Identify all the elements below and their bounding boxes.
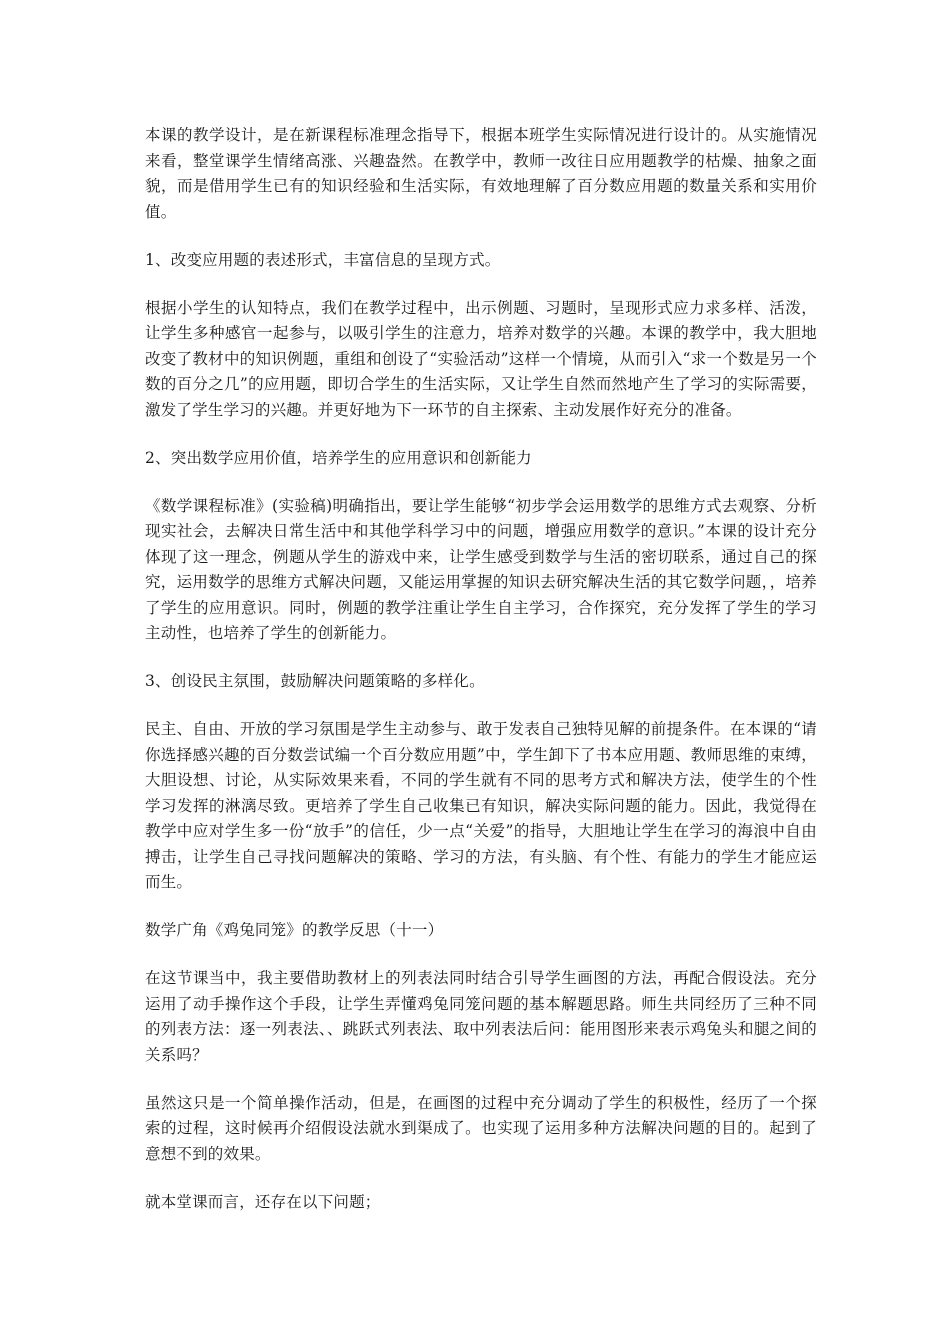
- section-1-paragraph: 根据小学生的认知特点，我们在教学过程中，出示例题、习题时，呈现形式应力求多样、活泼，让学生多种感官一起参与，以吸引学生的注意力，培养对数学的兴趣。本课的教学中，我大胆地改变了教材中的知识例题，重组和创设了“实验活动”这样一个情境，从而引入“求一个数是另一个数的百分之几”的应用题，即切合学生的生活实际，又让学生自然而然地产生了学习的实际需要，激发了学生学习的兴趣。并更好地为下一环节的自主探索、主动发展作好充分的准备。: [145, 298, 817, 419]
- section-heading-3: 3、创设民主氛围，鼓励解决问题策略的多样化。: [145, 672, 485, 690]
- section-heading-1: 1、改变应用题的表述形式，丰富信息的呈现方式。: [145, 250, 501, 269]
- reflection-paragraph-1: 在这节课当中，我主要借助教材上的列表法同时结合引导学生画图的方法，再配合假设法。充分运用了动手操作这个手段，让学生弄懂鸡兔同笼问题的基本解题思路。师生共同经历了三种不同的列表方法：逐一列表法、、跳跃式列表法、取中列表法后问：能用图形来表示鸡兔头和腿之间的关系吗？: [145, 969, 817, 1064]
- section-heading-2: 2、突出数学应用价值，培养学生的应用意识和创新能力: [145, 448, 532, 467]
- reflection-paragraph-3: 就本堂课而言，还存在以下问题；: [145, 1192, 381, 1211]
- section-3-paragraph: 民主、自由、开放的学习氛围是学生主动参与、敢于发表自己独特见解的前提条件。在本课的“请你选择感兴趣的百分数尝试编一个百分数应用题”中，学生卸下了书本应用题、教师思维的束缚，大胆设想、讨论，从实际效果来看，不同的学生就有不同的思考方式和解决方法，使学生的个性学习发挥的淋漓尽致。更培养了学生自己收集已有知识，解决实际问题的能力。因此，我觉得在教学中应对学生多一份“放手”的信任，少一点“关爱”的指导，大胆地让学生在学习的海浪中自由搏击，让学生自己寻找问题解决的策略、学习的方法，有头脑、有个性、有能力的学生才能应运而生。: [145, 720, 817, 891]
- document-body: [145, 123, 817, 1238]
- section-2-paragraph: 《数学课程标准》(实验稿)明确指出，要让学生能够“初步学会运用数学的思维方式去观察、分析现实社会，去解决日常生活中和其他学科学习中的问题，增强应用数学的意识。”本课的设计充分体现了这一理念，例题从学生的游戏中来，让学生感受到数学与生活的密切联系，通过自己的探究，运用数学的思维方式解决问题，又能运用掌握的知识去研究解决生活的其它数学问题，，培养了学生的应用意识。同时，例题的教学注重让学生自主学习，合作探究，充分发挥了学生的学习主动性，也培养了学生的创新能力。: [145, 496, 817, 642]
- reflection-paragraph-2: 虽然这只是一个简单操作活动，但是，在画图的过程中充分调动了学生的积极性，经历了一个探索的过程，这时候再介绍假设法就水到渠成了。也实现了运用多种方法解决问题的目的。起到了意想不到的效果。: [145, 1093, 817, 1163]
- article-title: 数学广角《鸡兔同笼》的教学反思（十一）: [145, 921, 444, 939]
- intro-paragraph: 本课的教学设计，是在新课程标准理念指导下，根据本班学生实际情况进行设计的。从实施情况来看，整堂课学生情绪高涨、兴趣盎然。在教学中，教师一改往日应用题教学的枯燥、抽象之面貌，而是借用学生已有的知识经验和生活实际，有效地理解了百分数应用题的数量关系和实用价值。: [145, 126, 817, 221]
